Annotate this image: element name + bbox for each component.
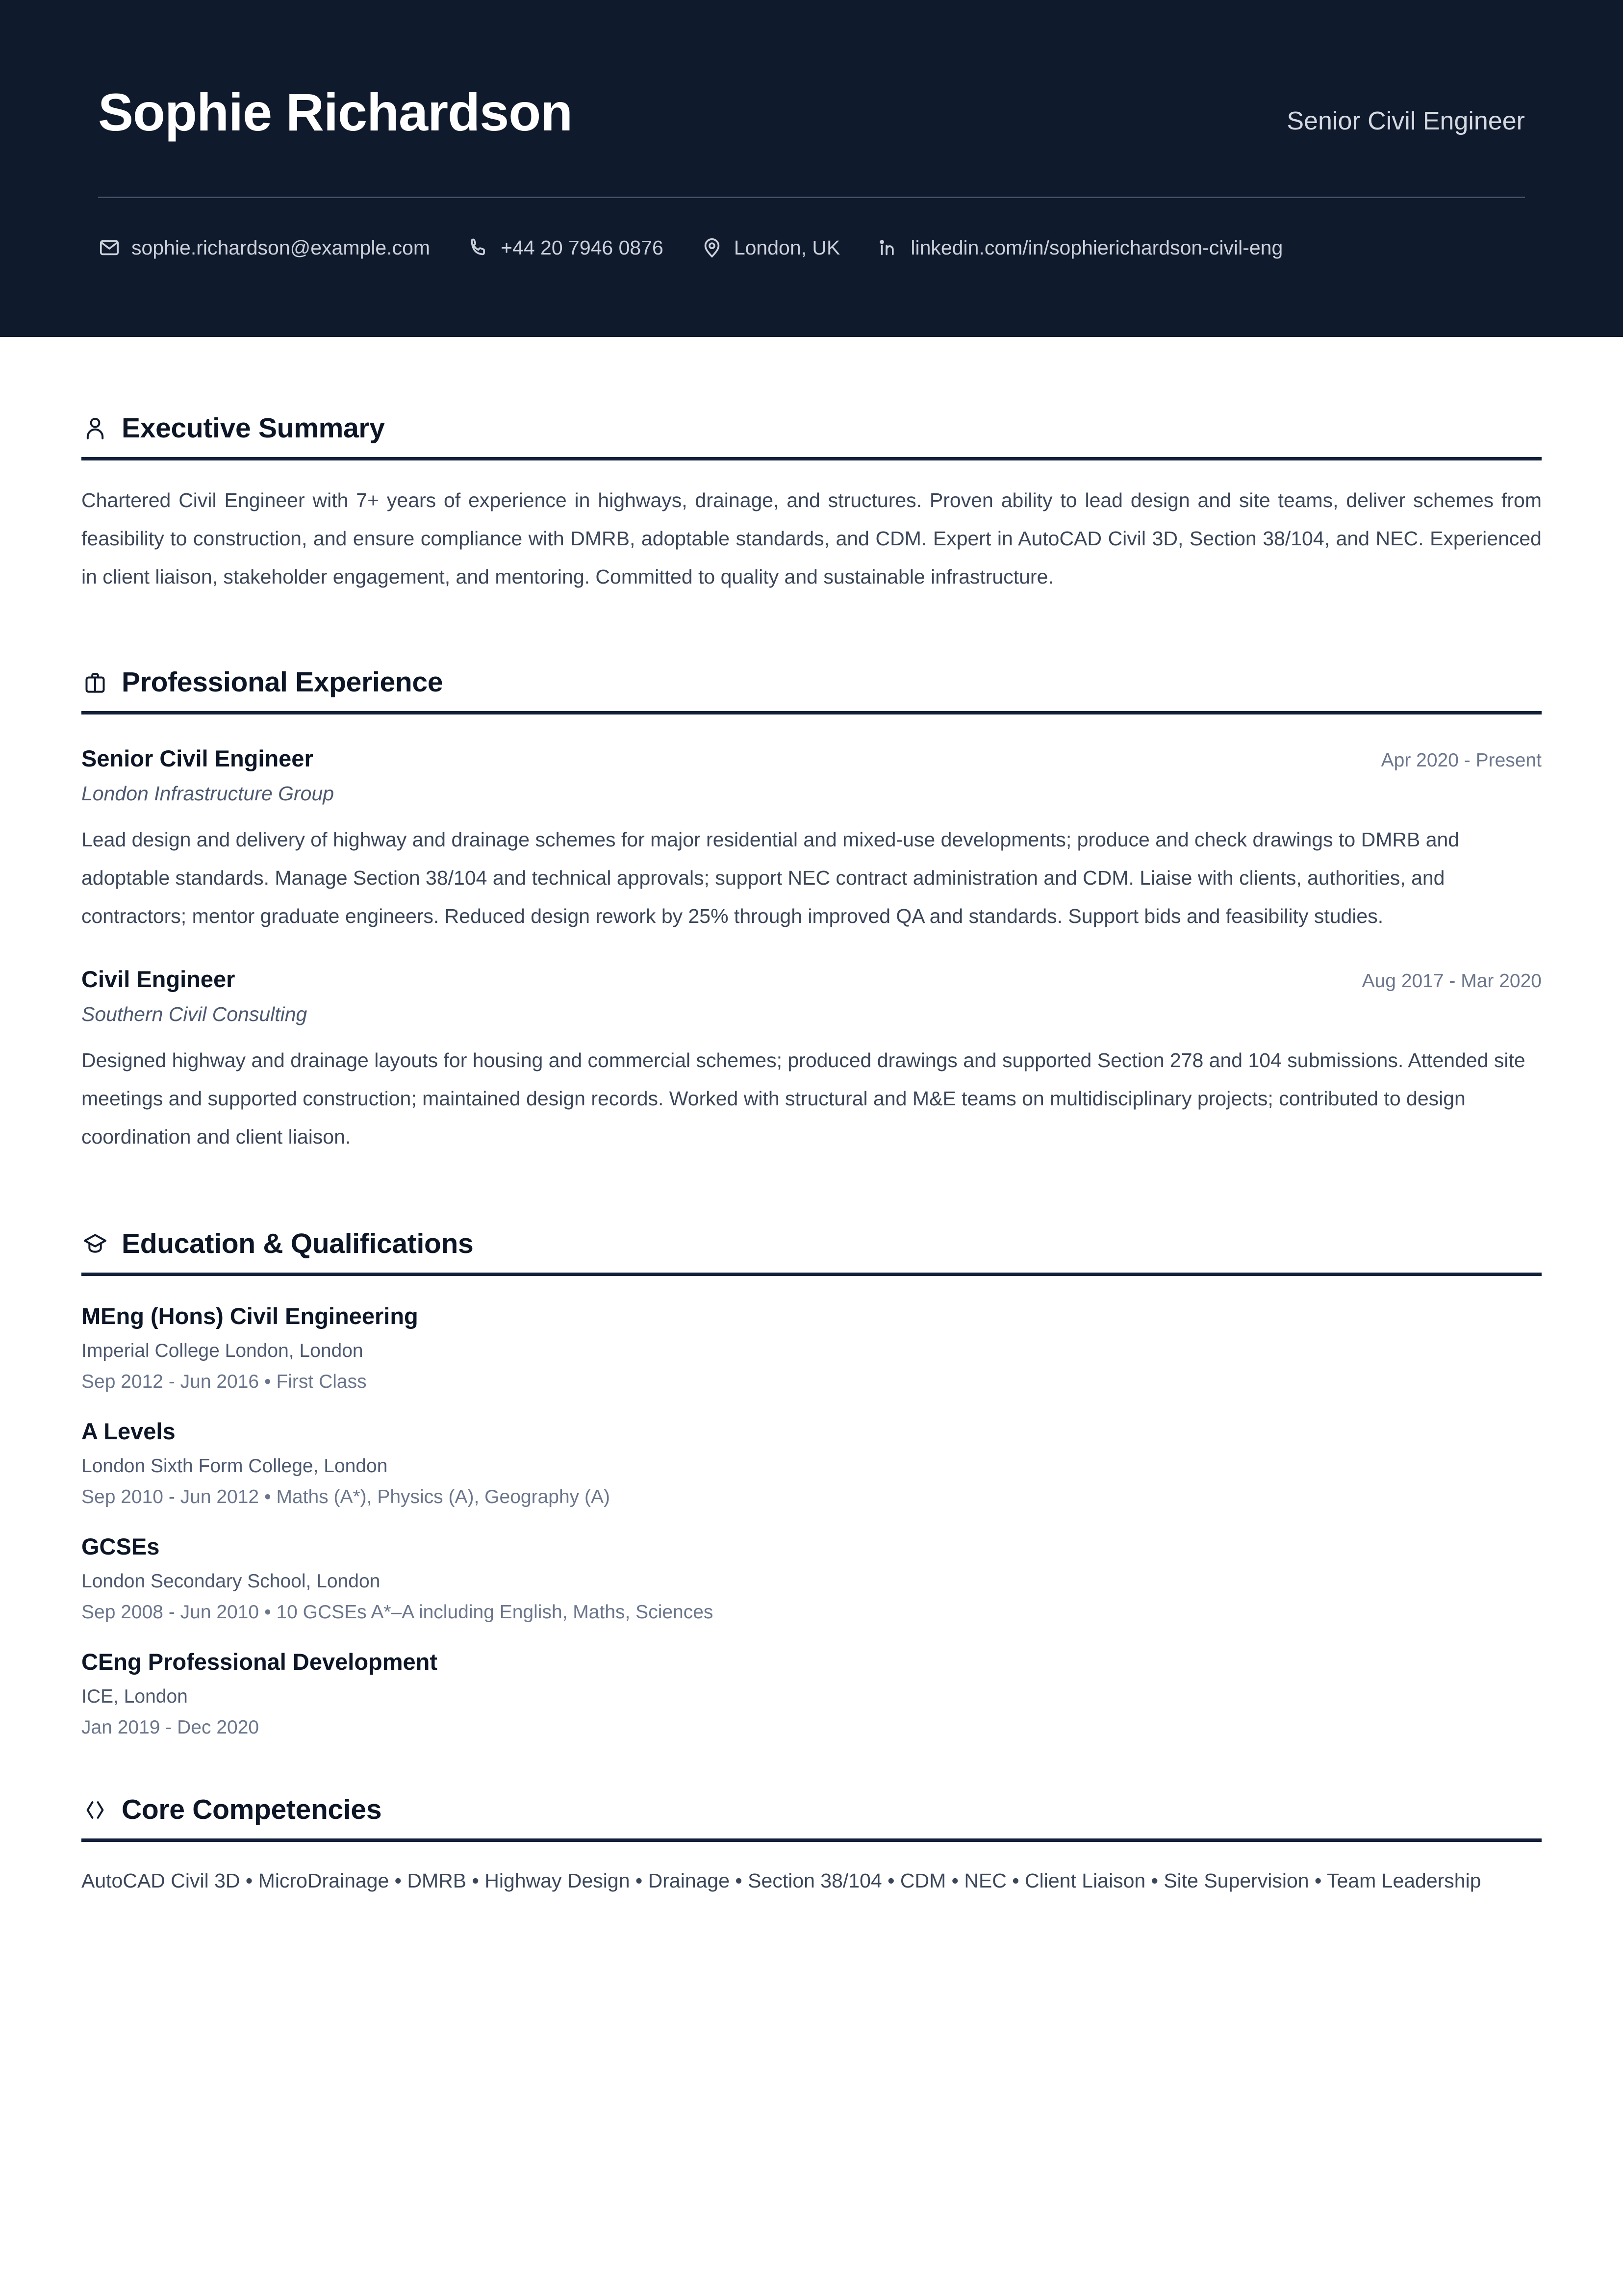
experience-description: Designed highway and drainage layouts for housing and commercial schemes; produced drawings and supported Section 278 and 104 submissions. Attended site meetings and supported construction; maintained design records. Worked with structural and M&E teams on multidisciplinary projects; contributed to design coordination and client liaison. xyxy=(81,1049,1525,1148)
experience-entry-header xyxy=(81,968,1542,991)
graduation-cap-icon xyxy=(81,1230,109,1258)
experience-entry xyxy=(81,968,1542,1156)
education-meta: Jan 2019 - Dec 2020 xyxy=(81,1717,259,1738)
section-head-experience xyxy=(81,668,1542,696)
map-pin-icon xyxy=(701,236,723,259)
contact-phone-text: +44 20 7946 0876 xyxy=(501,236,663,259)
education-degree: GCSEs xyxy=(81,1533,160,1559)
education-degree: MEng (Hons) Civil Engineering xyxy=(81,1303,418,1329)
resume-body xyxy=(0,337,1623,1898)
experience-dates: Apr 2020 - Present xyxy=(1381,750,1542,771)
section-head-summary xyxy=(81,414,1542,442)
experience-dates: Aug 2017 - Mar 2020 xyxy=(1362,970,1542,992)
section-professional-experience xyxy=(81,616,1542,1156)
experience-entry-header xyxy=(81,747,1542,770)
candidate-name: Sophie Richardson xyxy=(98,82,573,142)
section-education xyxy=(81,1176,1542,1737)
experience-role: Civil Engineer xyxy=(81,966,235,992)
education-school: London Secondary School, London xyxy=(81,1571,380,1592)
resume-header xyxy=(0,0,1623,337)
education-school: Imperial College London, London xyxy=(81,1340,363,1361)
section-rule-skills xyxy=(81,1838,1542,1842)
section-title-summary: Executive Summary xyxy=(122,412,385,444)
education-degree: CEng Professional Development xyxy=(81,1649,438,1675)
summary-paragraph: Chartered Civil Engineer with 7+ years of experience in highways, drainage, and structures. Proven ability to lead design and site teams, deliver schemes from feasibility to construction, and ensure compliance with DMRB, adoptable standards, and CDM. Expert in AutoCAD Civil 3D, Section 38/104, and NEC. Experienced in client liaison, stakeholder engagement, and mentoring. Committed to quality and sustainable infrastructure. xyxy=(81,489,1542,588)
experience-company: Southern Civil Consulting xyxy=(81,1003,307,1025)
section-head-skills xyxy=(81,1796,1542,1824)
contact-email[interactable] xyxy=(98,236,430,259)
education-school: ICE, London xyxy=(81,1686,188,1707)
section-title-experience: Professional Experience xyxy=(122,666,443,698)
experience-role: Senior Civil Engineer xyxy=(81,745,313,771)
envelope-icon xyxy=(98,236,121,259)
briefcase-icon xyxy=(81,669,109,696)
section-rule-education xyxy=(81,1273,1542,1276)
education-entry xyxy=(81,1420,1542,1506)
skills-list: AutoCAD Civil 3D • MicroDrainage • DMRB • Highway Design • Drainage • Section 38/104 • CDM • NEC • Client Liaison • Site Supervision • Team Leadership xyxy=(81,1869,1481,1892)
contact-linkedin[interactable] xyxy=(877,236,1283,259)
education-meta: Sep 2010 - Jun 2012 • Maths (A*), Physics (A), Geography (A) xyxy=(81,1486,610,1507)
education-entry xyxy=(81,1304,1542,1391)
experience-description: Lead design and delivery of highway and drainage schemes for major residential and mixed-use developments; produce and check drawings to DMRB and adoptable standards. Manage Section 38/104 and technical approvals; support NEC contract administration and CDM. Liaise with clients, authorities, and contractors; mentor graduate engineers. Reduced design rework by 25% through improved QA and standards. Support bids and feasibility studies. xyxy=(81,828,1460,927)
section-core-competencies xyxy=(81,1737,1542,1898)
contact-location xyxy=(701,236,840,259)
person-icon xyxy=(81,415,109,442)
code-brackets-icon xyxy=(81,1796,109,1824)
section-title-skills: Core Competencies xyxy=(122,1794,382,1825)
section-head-education xyxy=(81,1230,1542,1258)
header-divider xyxy=(98,197,1525,198)
education-school: London Sixth Form College, London xyxy=(81,1455,388,1477)
contact-phone[interactable] xyxy=(467,236,663,259)
header-top-row xyxy=(98,0,1525,142)
section-rule-experience xyxy=(81,711,1542,714)
candidate-title: Senior Civil Engineer xyxy=(1287,107,1525,135)
education-entry xyxy=(81,1650,1542,1737)
section-rule-summary xyxy=(81,457,1542,460)
section-title-education: Education & Qualifications xyxy=(122,1228,474,1259)
contact-email-text: sophie.richardson@example.com xyxy=(131,236,431,259)
education-meta: Sep 2012 - Jun 2016 • First Class xyxy=(81,1371,367,1392)
phone-icon xyxy=(467,236,490,259)
education-meta: Sep 2008 - Jun 2010 • 10 GCSEs A*–A including English, Maths, Sciences xyxy=(81,1602,713,1623)
section-executive-summary xyxy=(81,337,1542,596)
linkedin-icon xyxy=(877,236,900,259)
contact-location-text: London, UK xyxy=(734,236,840,259)
education-degree: A Levels xyxy=(81,1418,176,1444)
contact-row xyxy=(98,236,1525,259)
experience-company: London Infrastructure Group xyxy=(81,782,334,805)
education-entry xyxy=(81,1535,1542,1622)
experience-entry xyxy=(81,747,1542,935)
contact-linkedin-text: linkedin.com/in/sophierichardson-civil-eng xyxy=(911,236,1283,259)
